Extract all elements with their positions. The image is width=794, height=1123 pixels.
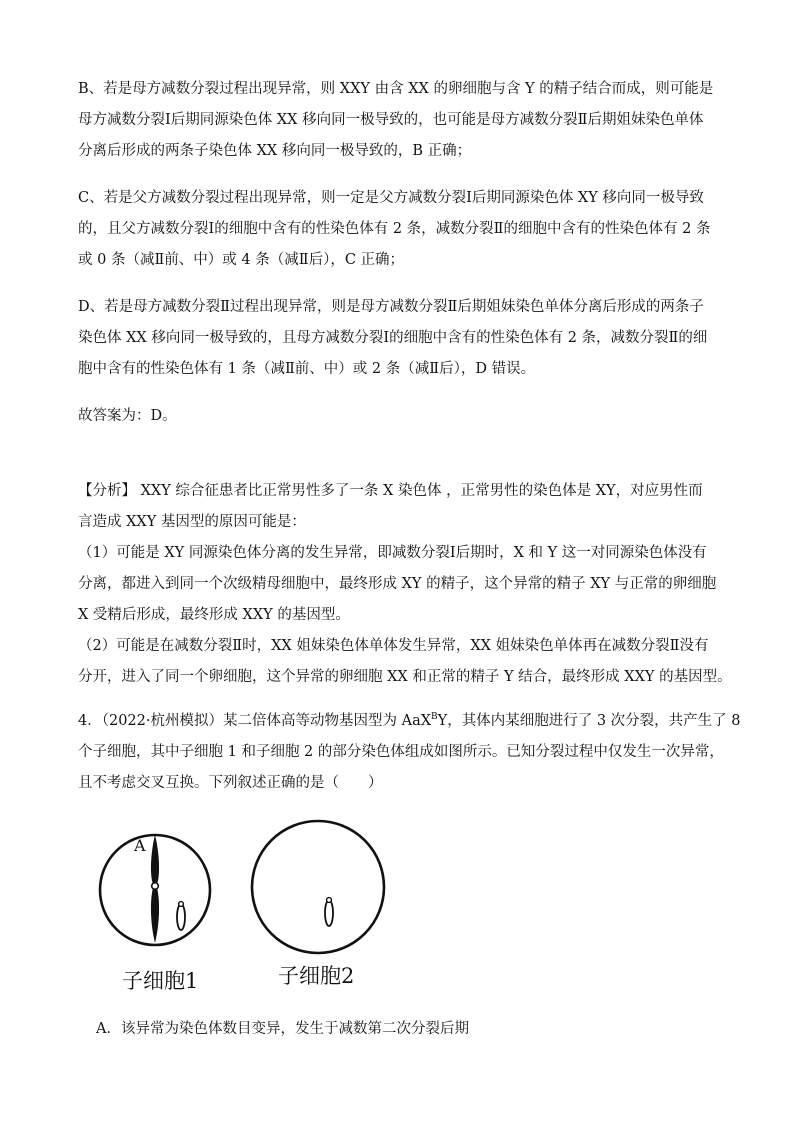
text-line: 或 0 条（减Ⅱ前、中）或 4 条（减Ⅱ后），C 正确；: [78, 252, 405, 268]
text-line: 母方减数分裂Ⅰ后期同源染色体 XX 移向同一极导致的，也可能是母方减数分裂Ⅱ后期姐妹染色单体: [78, 112, 704, 128]
text-line: 的，且父方减数分裂Ⅰ的细胞中含有的性染色体有 2 条，减数分裂Ⅱ的细胞中含有的性染色体有 2 条: [78, 221, 711, 237]
text-line: （2）可能是在减数分裂Ⅱ时，XX 姐妹染色体单体发生异常，XX 姐妹染色单体再在减数分裂Ⅱ没有: [78, 638, 709, 654]
chromosome-small-2: [325, 900, 333, 926]
centromere: [152, 883, 159, 890]
text-line: B、若是母方减数分裂过程出现异常，则 XXY 由含 XX 的卵细胞与含 Y 的精子结合而成，则可能是: [78, 81, 714, 97]
text-line: 分开，进入了同一个卵细胞，这个异常的卵细胞 XX 和正常的精子 Y 结合，最终形成 XXY 的基因型。: [78, 669, 732, 685]
question-line: [78, 706, 741, 737]
option-c-explanation: [78, 183, 730, 276]
centromere-small-1: [179, 902, 184, 907]
text-line: 染色体 XX 移向同一极导致的，且母方减数分裂Ⅰ的细胞中含有的性染色体有 2 条，减数分裂Ⅱ的细: [78, 330, 708, 346]
chromosome-long-lower: [151, 888, 159, 943]
cell-1-label: 子细胞1: [122, 969, 199, 993]
question-text-a: 4．（2022·杭州模拟）某二倍体高等动物基因型为 AaX: [78, 713, 432, 729]
chromosome-long-upper: [151, 835, 159, 884]
question-line: 且不考虑交叉互换。下列叙述正确的是（ ）: [78, 775, 383, 791]
superscript-b: B: [431, 712, 438, 723]
option-a-text: A．该异常为染色体数目变异，发生于减数第二次分裂后期: [96, 1021, 469, 1037]
text-line: 【分析】 XXY 综合征患者比正常男性多了一条 X 染色体 ，正常男性的染色体是 XY，对应男性而: [78, 483, 703, 499]
text-line: 言造成 XXY 基因型的原因可能是：: [78, 514, 306, 530]
option-d-explanation: [78, 292, 730, 385]
text-line: 分离，都进入到同一个次级精母细胞中，最终形成 XY 的精子，这个异常的精子 XY 与正常的卵细胞: [78, 576, 717, 592]
option-a: [96, 1014, 748, 1045]
text-line: 故答案为：D。: [78, 408, 177, 424]
answer-line: [78, 401, 730, 432]
question-line: 个子细胞，其中子细胞 1 和子细胞 2 的部分染色体组成如图所示。已知分裂过程中仅发生一次异常，: [78, 744, 724, 760]
text-line: C、若是父方减数分裂过程出现异常，则一定是父方减数分裂Ⅰ后期同源染色体 XY 移向同一极导致: [78, 190, 704, 206]
text-line: 胞中含有的性染色体有 1 条（减Ⅱ前、中）或 2 条（减Ⅱ后），D 错误。: [78, 361, 536, 377]
option-b-explanation: [78, 74, 730, 167]
cell-2-label: 子细胞2: [278, 964, 355, 988]
cell-diagram: [96, 815, 396, 1005]
question-text-b: Y，其体内某细胞进行了 3 次分裂，共产生了 8: [437, 713, 741, 729]
centromere-small-2: [327, 898, 332, 903]
text-line: （1）可能是 XY 同源染色体分离的发生异常，即减数分裂Ⅰ后期时，X 和 Y 这一对同源染色体没有: [78, 545, 707, 561]
text-line: X 受精后形成，最终形成 XXY 的基因型。: [78, 607, 350, 623]
chromosome-small-1: [177, 904, 185, 930]
analysis-block: [78, 476, 730, 693]
text-line: D、若是母方减数分裂Ⅱ过程出现异常，则是母方减数分裂Ⅱ后期姐妹染色单体分离后形成的两条子: [78, 299, 704, 315]
text-line: 分离后形成的两条子染色体 XX 移向同一极导致的，B 正确；: [78, 143, 472, 159]
question-4: [78, 706, 741, 799]
cell-2-membrane: [252, 821, 384, 953]
gene-label-a: A: [134, 836, 146, 855]
